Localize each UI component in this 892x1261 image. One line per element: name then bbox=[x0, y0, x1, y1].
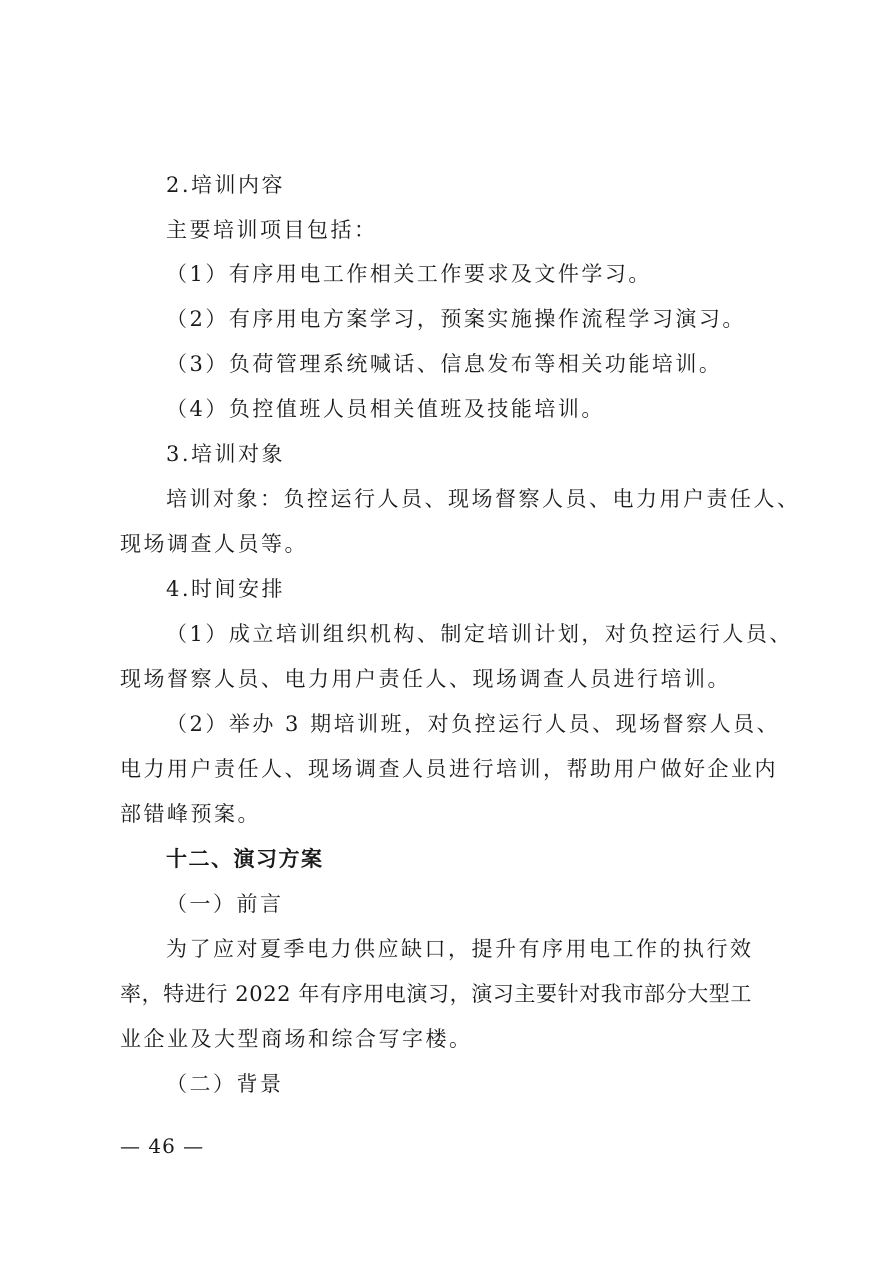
subsection-heading-background: （二）背景 bbox=[166, 1072, 284, 1096]
paragraph-line: 率，特进行 2022 年有序用电演习，演习主要针对我市部分大型工 bbox=[120, 982, 752, 1006]
list-item: （2）举办 3 期培训班，对负控运行人员、现场督察人员、 bbox=[166, 712, 781, 736]
chapter-heading-drill-plan: 十二、演习方案 bbox=[166, 847, 324, 871]
paragraph-line: 部错峰预案。 bbox=[120, 802, 261, 826]
paragraph-line: 现场督察人员、电力用户责任人、现场调查人员进行培训。 bbox=[120, 667, 731, 691]
list-item: （1）有序用电工作相关工作要求及文件学习。 bbox=[166, 262, 652, 286]
paragraph-line: 为了应对夏季电力供应缺口，提升有序用电工作的执行效 bbox=[166, 937, 754, 961]
paragraph-line: 电力用户责任人、现场调查人员进行培训，帮助用户做好企业内 bbox=[120, 757, 778, 781]
section-heading-schedule: 4.时间安排 bbox=[166, 577, 286, 601]
paragraph-line: 主要培训项目包括： bbox=[166, 218, 378, 242]
paragraph-line: 培训对象：负控运行人员、现场督察人员、电力用户责任人、 bbox=[166, 487, 801, 511]
section-heading-training-content: 2.培训内容 bbox=[166, 173, 286, 197]
list-item: （3）负荷管理系统喊话、信息发布等相关功能培训。 bbox=[166, 352, 723, 376]
list-item: （1）成立培训组织机构、制定培训计划，对负控运行人员、 bbox=[166, 622, 793, 646]
list-item: （4）负控值班人员相关值班及技能培训。 bbox=[166, 397, 605, 421]
page-number: — 46 — bbox=[120, 1134, 205, 1158]
paragraph-line: 现场调查人员等。 bbox=[120, 532, 308, 556]
subsection-heading-preface: （一）前言 bbox=[166, 892, 284, 916]
section-heading-training-targets: 3.培训对象 bbox=[166, 442, 286, 466]
list-item: （2）有序用电方案学习，预案实施操作流程学习演习。 bbox=[166, 307, 746, 331]
paragraph-line: 业企业及大型商场和综合写字楼。 bbox=[120, 1027, 473, 1051]
